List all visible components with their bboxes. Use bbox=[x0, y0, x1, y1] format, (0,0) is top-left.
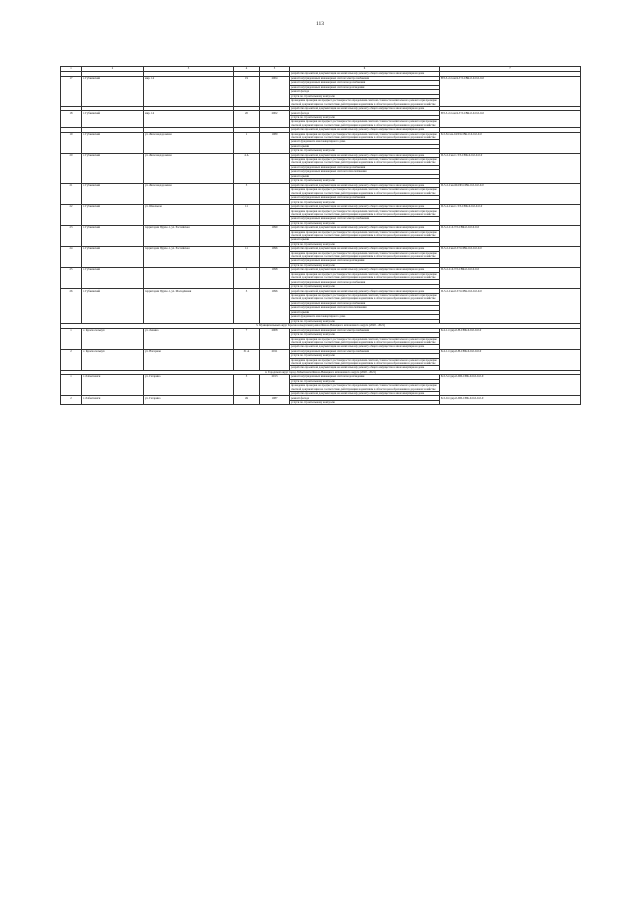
work-type-cell: ремонт внутридомовых инженерных систем водоснабжения bbox=[290, 280, 440, 284]
house-number-cell: 5 bbox=[234, 183, 260, 204]
street-cell: ул. Железнодорожная bbox=[144, 153, 234, 183]
table-row bbox=[61, 183, 581, 187]
row-number-cell: 19 bbox=[61, 132, 82, 153]
row-number-cell: 18 bbox=[61, 111, 82, 128]
code-cell: П-5-2-Сев-0-ТЭ-СВК-0-0-0-0-0-0 bbox=[440, 247, 581, 268]
house-number-cell: 7 bbox=[234, 328, 260, 349]
work-type-cell: проведение проверки на предмет достоверности определения сметной стоимости капитального ремонта при проверке сметной документации на соответствие действующим нормативам в области ценообразования в дорожном хозяйстве bbox=[290, 99, 440, 107]
city-cell: г. Губкинский bbox=[82, 153, 144, 183]
house-number-cell: 20 bbox=[234, 111, 260, 128]
code-cell: ВЭ-5-2-Сем-9-ТЭ-СВК-0-0-0-0-0-0 bbox=[440, 111, 581, 128]
work-type-cell: проведение проверки на предмет достоверности определения сметной стоимости капитального ремонта при проверке сметной документации на соответствие действующим нормативам в области ценообразования в дорожном хозяйстве bbox=[290, 158, 440, 166]
city-cell: г. Губкинский bbox=[82, 268, 144, 289]
house-number-cell: 11 bbox=[234, 204, 260, 225]
city-cell: г. Губкинский bbox=[82, 76, 144, 106]
section-heading: 4. Городской округ город Лабытнанги Ямало-Ненецкого автономного округа (2020 - 2021) bbox=[61, 370, 581, 374]
work-type-cell: услуги по строительному контролю bbox=[290, 319, 440, 323]
work-type-cell: услуги по строительному контролю bbox=[290, 200, 440, 204]
street-cell: ул. Нагорная bbox=[144, 349, 234, 370]
street-cell: территория Пурпе-1, ул. Российская bbox=[144, 247, 234, 268]
year-cell: 1987 bbox=[260, 396, 290, 405]
work-type-cell: ремонт внутридомовых инженерных систем электроснабжения bbox=[290, 349, 440, 353]
street-cell: ул. Железнодорожная bbox=[144, 132, 234, 153]
table-row bbox=[61, 132, 581, 140]
work-type-cell: разработка проектной документации на капитальному ремонту общего имущества в многоквартирном доме bbox=[290, 183, 440, 187]
work-type-cell: ремонт внутридомовых инженерных систем водоотведения bbox=[290, 259, 440, 263]
house-number-cell: 49 bbox=[234, 396, 260, 405]
work-type-cell: разработка проектной документации на капитальному ремонту общего имущества в многоквартирном доме bbox=[290, 128, 440, 132]
house-number-cell: 2 bbox=[234, 268, 260, 289]
year-cell: 2004 bbox=[260, 76, 290, 106]
code-cell: П-5-2-Сев-С-ТЭ-СВК-0-0-0-0-0-0 bbox=[440, 153, 581, 183]
code-cell: Б-5-0-Сдер-0-ПП-СВК-0-0-0-0-0-0 bbox=[440, 396, 581, 405]
code-cell: П-5-2-Сев-0-ТЭ-СВК-0-0-0-0-0-0 bbox=[440, 289, 581, 324]
column-number: 5 bbox=[260, 67, 290, 72]
column-number: 6 bbox=[290, 67, 440, 72]
street-cell: ул. Ленина bbox=[144, 328, 234, 349]
work-type-cell: проведение проверки на предмет достоверности определения сметной стоимости капитального ремонта при проверке сметной документации на соответствие действующим нормативам в области ценообразования в дорожном хозяйстве bbox=[290, 230, 440, 238]
work-type-cell: ремонт крыши bbox=[290, 238, 440, 242]
row-number-cell: 21 bbox=[61, 183, 82, 204]
work-type-cell: услуги по строительному контролю bbox=[290, 333, 440, 337]
work-type-cell: ремонт крыши bbox=[290, 310, 440, 314]
city-cell: г. Губкинский bbox=[82, 204, 144, 225]
house-number-cell: 5 bbox=[234, 375, 260, 396]
work-type-cell: ремонт крыши bbox=[290, 144, 440, 148]
code-cell: П-5-2-С-0-ТЭ-СВК-0-0-0-0-0-0 bbox=[440, 268, 581, 289]
row-number-cell: 22 bbox=[61, 204, 82, 225]
work-type-cell: услуги по строительному контролю bbox=[290, 221, 440, 225]
table-row bbox=[61, 204, 581, 208]
code-cell: П-5-2-С-0-ТЭ-СВК-0-0-0-0-0-0 bbox=[440, 226, 581, 247]
table-row bbox=[61, 226, 581, 230]
work-type-cell: разработка проектной документации на капитальному ремонту общего имущества в многоквартирном доме bbox=[290, 366, 440, 370]
row-number-cell: 1 bbox=[61, 375, 82, 396]
work-type-cell: проведение проверки на предмет достоверности определения сметной стоимости капитального ремонта при проверке сметной документации на соответствие действующим нормативам в области ценообразования в дорожном хозяйстве bbox=[290, 120, 440, 128]
house-number-cell: 1 bbox=[234, 132, 260, 153]
year-cell: 1996 bbox=[260, 247, 290, 268]
work-type-cell: ремонт внутридомовых инженерных систем теплоснабжения bbox=[290, 306, 440, 310]
work-type-cell: ремонт внутридомовых инженерных систем электроснабжения bbox=[290, 76, 440, 80]
row-number-cell: 1 bbox=[61, 328, 82, 349]
section-heading: 3. Муниципальный округ Красноселькупский район Ямало-Ненецкого автономного округа (2020 - 2021) bbox=[61, 324, 581, 328]
work-type-cell: ремонт фасада bbox=[290, 90, 440, 94]
house-number-cell bbox=[234, 226, 260, 247]
year-cell bbox=[260, 183, 290, 204]
row-number-cell: 23 bbox=[61, 226, 82, 247]
table-row bbox=[61, 247, 581, 251]
work-type-cell: услуги по строительному контролю bbox=[290, 115, 440, 119]
work-type-cell: разработка проектной документации на капитальному ремонту общего имущества в многоквартирном доме bbox=[290, 391, 440, 395]
house-number-cell: 11 bbox=[234, 247, 260, 268]
code-cell: Б-2-1-Сдер-0-Н-СВК-0-0-0-0-0-0 bbox=[440, 328, 581, 349]
work-type-cell: разработка проектной документации на капитальному ремонту общего имущества в многоквартирном доме bbox=[290, 226, 440, 230]
year-cell: 2011 bbox=[260, 349, 290, 370]
code-cell: Б-5-5-Сдер-0-ПП-СВК-0-0-0-0-0-0 bbox=[440, 375, 581, 396]
year-cell: 1999 bbox=[260, 226, 290, 247]
street-cell: ул. Школьная bbox=[144, 204, 234, 225]
work-type-cell: услуги по строительному контролю bbox=[290, 242, 440, 246]
work-type-cell: ремонт внутридомовых инженерных систем водоотведения bbox=[290, 375, 440, 379]
city-cell: г. Губкинский bbox=[82, 132, 144, 153]
year-cell: 1996 bbox=[260, 289, 290, 324]
work-type-cell: ремонт фасада bbox=[290, 396, 440, 400]
work-type-cell: ремонт внутридомовых инженерных систем водоотведения bbox=[290, 85, 440, 89]
work-type-cell: ремонт фундамента многоквартирного дома bbox=[290, 140, 440, 144]
work-type-cell: проведение проверки на предмет достоверности определения сметной стоимости капитального ремонта при проверке сметной документации на соответствие действующим нормативам в области ценообразования в дорожном хозяйстве bbox=[290, 384, 440, 392]
street-cell: мкр. 14 bbox=[144, 111, 234, 128]
work-type-cell: ремонт внутридомовых инженерных систем теплоснабжения bbox=[290, 170, 440, 174]
house-number-cell: 4 А bbox=[234, 153, 260, 183]
row-number-cell: 20 bbox=[61, 153, 82, 183]
house-number-cell: 3 bbox=[234, 289, 260, 324]
year-cell bbox=[260, 153, 290, 183]
city-cell: г. Губкинский bbox=[82, 226, 144, 247]
street-cell: мкр. 14 bbox=[144, 76, 234, 106]
work-type-cell: услуги по строительному контролю bbox=[290, 149, 440, 153]
house-number-cell: 19 bbox=[234, 76, 260, 106]
work-type-cell: ремонт крыши bbox=[290, 174, 440, 178]
code-cell: Б-5-8-Сев-0-ПП-СВК-0-0-0-0-0-0 bbox=[440, 132, 581, 153]
city-cell: с. Красноселькуп bbox=[82, 349, 144, 370]
year-cell: 1989 bbox=[260, 132, 290, 153]
work-type-cell: услуги по строительному контролю bbox=[290, 379, 440, 383]
table-row bbox=[61, 76, 581, 80]
work-type-cell: проведение проверки на предмет достоверности определения сметной стоимости капитального ремонта при проверке сметной документации на соответствие действующим нормативам в области ценообразования в дорожном хозяйстве bbox=[290, 272, 440, 280]
work-type-cell: услуги по строительному контролю bbox=[290, 354, 440, 358]
table-row bbox=[61, 349, 581, 353]
table-row bbox=[61, 328, 581, 332]
column-number: 4 bbox=[234, 67, 260, 72]
work-type-cell: разработка проектной документации на капитальному ремонту общего имущества в многоквартирном доме bbox=[290, 345, 440, 349]
code-cell: ВЭ-5-2-Сем-9-ТЭ-СВК-0-0-0-0-0-0 bbox=[440, 76, 581, 106]
work-type-cell: ремонт внутридомовых инженерных систем электроснабжения bbox=[290, 328, 440, 332]
page-number: 113 bbox=[315, 21, 325, 27]
work-type-cell: ремонт фундамента многоквартирного дома bbox=[290, 315, 440, 319]
table-row bbox=[61, 289, 581, 293]
work-type-cell: услуги по строительному контролю bbox=[290, 400, 440, 404]
year-cell: 2002 bbox=[260, 111, 290, 128]
work-type-cell: ремонт внутридомовых инженерных систем водоснабжения bbox=[290, 165, 440, 169]
work-type-cell: разработка проектной документации на капитальному ремонту общего имущества в многоквартирном доме bbox=[290, 72, 440, 76]
work-type-cell: проведение проверки на предмет достоверности определения сметной стоимости капитального ремонта при проверке сметной документации на соответствие действующим нормативам в области ценообразования в дорожном хозяйстве bbox=[290, 358, 440, 366]
table-row bbox=[61, 268, 581, 272]
work-type-cell: ремонт фасада bbox=[290, 111, 440, 115]
row-number-cell: 2 bbox=[61, 349, 82, 370]
column-number: 1 bbox=[61, 67, 82, 72]
work-type-cell: проведение проверки на предмет достоверности определения сметной стоимости капитального ремонта при проверке сметной документации на соответствие действующим нормативам в области ценообразования в дорожном хозяйстве bbox=[290, 293, 440, 301]
column-number: 2 bbox=[82, 67, 144, 72]
code-cell: Б-2-1-Сдер-0-Н-СВК-0-0-0-0-0-0 bbox=[440, 349, 581, 370]
work-type-cell: проведение проверки на предмет достоверности определения сметной стоимости капитального ремонта при проверке сметной документации на соответствие действующим нормативам в области ценообразования в дорожном хозяйстве bbox=[290, 251, 440, 259]
work-type-cell: проведение проверки на предмет достоверности определения сметной стоимости капитального ремонта при проверке сметной документации на соответствие действующим нормативам в области ценообразования в дорожном хозяйстве bbox=[290, 209, 440, 217]
work-type-cell: проведение проверки на предмет достоверности определения сметной стоимости капитального ремонта при проверке сметной документации на соответствие действующим нормативам в области ценообразования в дорожном хозяйстве bbox=[290, 132, 440, 140]
work-type-cell: ремонт внутридомовых инженерных систем водоснабжения bbox=[290, 195, 440, 199]
house-number-cell: 31 А bbox=[234, 349, 260, 370]
city-cell: г. Губкинский bbox=[82, 247, 144, 268]
city-cell: г. Губкинский bbox=[82, 289, 144, 324]
street-cell: ул. Гагарина bbox=[144, 396, 234, 405]
work-type-cell: услуги по строительному контролю bbox=[290, 94, 440, 98]
city-cell: г. Губкинский bbox=[82, 183, 144, 204]
city-cell: с. Красноселькуп bbox=[82, 328, 144, 349]
row-number-cell: 26 bbox=[61, 289, 82, 324]
year-cell: 2008 bbox=[260, 328, 290, 349]
work-type-cell: ремонт внутридомовых инженерных систем водоснабжения bbox=[290, 301, 440, 305]
city-cell: г. Лабытнанги bbox=[82, 396, 144, 405]
work-type-cell: ремонт внутридомовых инженерных систем водоснабжения bbox=[290, 81, 440, 85]
row-number-cell: 17 bbox=[61, 76, 82, 106]
work-type-cell: ремонт внутридомовых инженерных систем электроснабжения bbox=[290, 217, 440, 221]
work-type-cell: разработка проектной документации на капитальному ремонту общего имущества в многоквартирном доме bbox=[290, 289, 440, 293]
work-type-cell: разработка проектной документации на капитальному ремонту общего имущества в многоквартирном доме bbox=[290, 106, 440, 110]
work-type-cell: разработка проектной документации на капитальному ремонту общего имущества в многоквартирном доме bbox=[290, 204, 440, 208]
table-row bbox=[61, 375, 581, 379]
work-type-cell: разработка проектной документации на капитальному ремонту общего имущества в многоквартирном доме bbox=[290, 268, 440, 272]
row-number-cell: 25 bbox=[61, 268, 82, 289]
code-cell: П-5-2-Сев-Ш-ПП-СВК-0-0-0-0-0-0 bbox=[440, 183, 581, 204]
year-cell bbox=[260, 204, 290, 225]
column-number: 3 bbox=[144, 67, 234, 72]
street-cell: территория Пурпе-1, ул. Молодёжная bbox=[144, 289, 234, 324]
code-cell: П-5-4-Сев-С-ТЭ-СВК-0-0-0-0-0-0 bbox=[440, 204, 581, 225]
table-row bbox=[61, 153, 581, 157]
city-cell: г. Губкинский bbox=[82, 111, 144, 128]
street-cell: территория Пурпе-1, ул. Российская bbox=[144, 226, 234, 247]
work-type-cell: разработка проектной документации на капитальному ремонту общего имущества в многоквартирном доме bbox=[290, 153, 440, 157]
city-cell: г. Лабытнанги bbox=[82, 375, 144, 396]
work-type-cell: проведение проверки на предмет достоверности определения сметной стоимости капитального ремонта при проверке сметной документации на соответствие действующим нормативам в области ценообразования в дорожном хозяйстве bbox=[290, 188, 440, 196]
street-cell: ул. Железнодорожная bbox=[144, 183, 234, 204]
work-type-cell: услуги по строительному контролю bbox=[290, 179, 440, 183]
street-cell: ул. Гагарина bbox=[144, 375, 234, 396]
work-type-cell: проведение проверки на предмет достоверности определения сметной стоимости капитального ремонта при проверке сметной документации на соответствие действующим нормативам в области ценообразования в дорожном хозяйстве bbox=[290, 337, 440, 345]
year-cell: 1998 bbox=[260, 268, 290, 289]
column-number: 7 bbox=[440, 67, 581, 72]
row-number-cell: 24 bbox=[61, 247, 82, 268]
street-cell bbox=[144, 268, 234, 289]
work-type-cell: услуги по строительному контролю bbox=[290, 263, 440, 267]
year-cell: 2013 bbox=[260, 375, 290, 396]
work-type-cell: разработка проектной документации на капитальному ремонту общего имущества в многоквартирном доме bbox=[290, 247, 440, 251]
work-type-cell: услуги по строительному контролю bbox=[290, 284, 440, 288]
row-number-cell: 2 bbox=[61, 396, 82, 405]
repair-program-table bbox=[60, 66, 581, 405]
